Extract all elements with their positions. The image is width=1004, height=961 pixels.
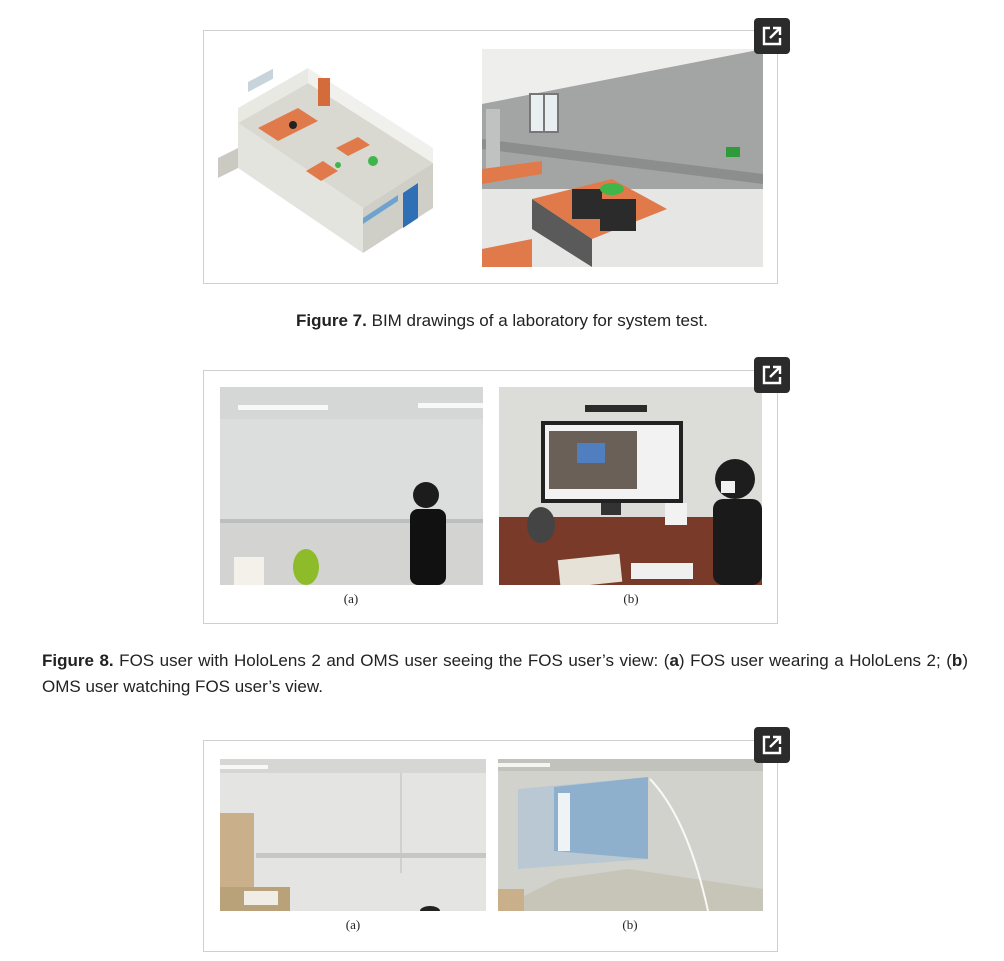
external-link-icon xyxy=(761,734,783,756)
figure-7-image[interactable] xyxy=(203,30,778,284)
expand-figure-9-button[interactable] xyxy=(754,727,790,763)
figure-9-sub-label-b: (b) xyxy=(622,917,638,932)
figure-7-caption xyxy=(0,308,1004,334)
figure-9-sub-label-a: (a) xyxy=(345,917,361,932)
figure-8-caption-part: ) OMS user watching FOS user’s view. xyxy=(42,651,968,696)
figure-8-caption-part: ) FOS user wearing a HoloLens 2; ( xyxy=(678,651,952,670)
photo-fos-user-hololens xyxy=(220,387,483,585)
figure-8-caption xyxy=(42,648,968,700)
external-link-icon xyxy=(761,364,783,386)
photo-holographic-overlay xyxy=(498,759,763,911)
figure-8-sub-label-b: (b) xyxy=(623,591,639,606)
expand-figure-8-button[interactable] xyxy=(754,357,790,393)
figure-8-sub-label-a: (a) xyxy=(343,591,359,606)
figure-8-image[interactable] xyxy=(203,370,778,624)
figure-9-image[interactable] xyxy=(203,740,778,952)
bim-perspective-rendering xyxy=(482,49,763,267)
figure-7-caption-text: BIM drawings of a laboratory for system test. xyxy=(371,311,708,330)
photo-oms-user-watching xyxy=(499,387,762,585)
expand-figure-7-button[interactable] xyxy=(754,18,790,54)
figure-8-label: Figure 8. xyxy=(42,651,114,670)
figure-8-caption-sub-b: b xyxy=(951,651,963,670)
external-link-icon xyxy=(761,25,783,47)
figure-8-caption-part: FOS user with HoloLens 2 and OMS user seeing the FOS user’s view: ( xyxy=(113,651,670,670)
photo-lab-wall xyxy=(220,759,486,911)
figure-7-label: Figure 7. xyxy=(296,311,367,330)
figure-8-caption-sub-a: a xyxy=(669,651,679,670)
bim-isometric-drawing xyxy=(218,53,438,253)
